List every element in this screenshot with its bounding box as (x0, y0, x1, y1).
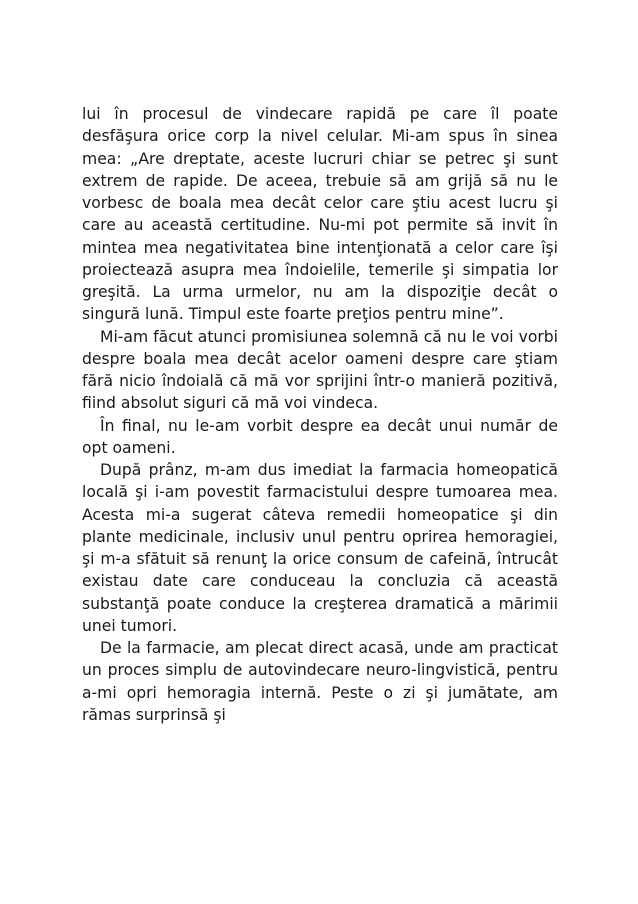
paragraph-home-process: De la farmacie, am plecat direct acasă, unde am practicat un proces simplu de autovindecare neuro-lingvistică, pentru a-mi opri hemoragia internă. Peste o zi şi jumătate, am rămas surprinsă şi (82, 639, 558, 724)
paragraph-continuation: lui în procesul de vindecare rapidă pe care îl poate desfăşura orice corp la nivel celular. Mi-am spus în sinea mea: „Are dreptate, aceste lucruri chiar se petrec şi sunt extrem de rapide. De aceea, trebuie să am grijă să nu le vorbesc de boala mea decât celor care ştiu acest lucru şi care au această certitudine. Nu-mi pot permite să invit în mintea mea negativitatea bine intenţionată a celor care îşi proiectează asupra mea îndoielile, temerile şi simpatia lor greşită. La urma urmelor, nu am la dispoziţie decât o singură lună. Timpul este foarte preţios pentru mine”. (82, 105, 558, 324)
paragraph-eight-people: În final, nu le-am vorbit despre ea decât unui număr de opt oameni. (82, 416, 558, 457)
paragraph-pharmacy: După prânz, m-am dus imediat la farmacia homeopatică locală şi i-am povestit farmacistului despre tumoarea mea. Acesta mi-a sugerat câteva remedii homeopatice şi din plante medicinale, inclusiv unul pentru oprirea hemoragiei, şi m-a sfătuit să renunţ la orice consum de cafeină, întrucât existau date care conduceau la concluzia că această substanţă poate conduce la creşterea dramatică a mărimii unei tumori. (82, 461, 558, 635)
paragraph-promise: Mi-am făcut atunci promisiunea solemnă că nu le voi vorbi despre boala mea decât acelor oameni despre care ştiam fără nicio îndoială că mă vor sprijini într-o manieră pozitivă, fiind absolut siguri că mă voi vindeca. (82, 327, 558, 413)
body-text (82, 103, 558, 726)
